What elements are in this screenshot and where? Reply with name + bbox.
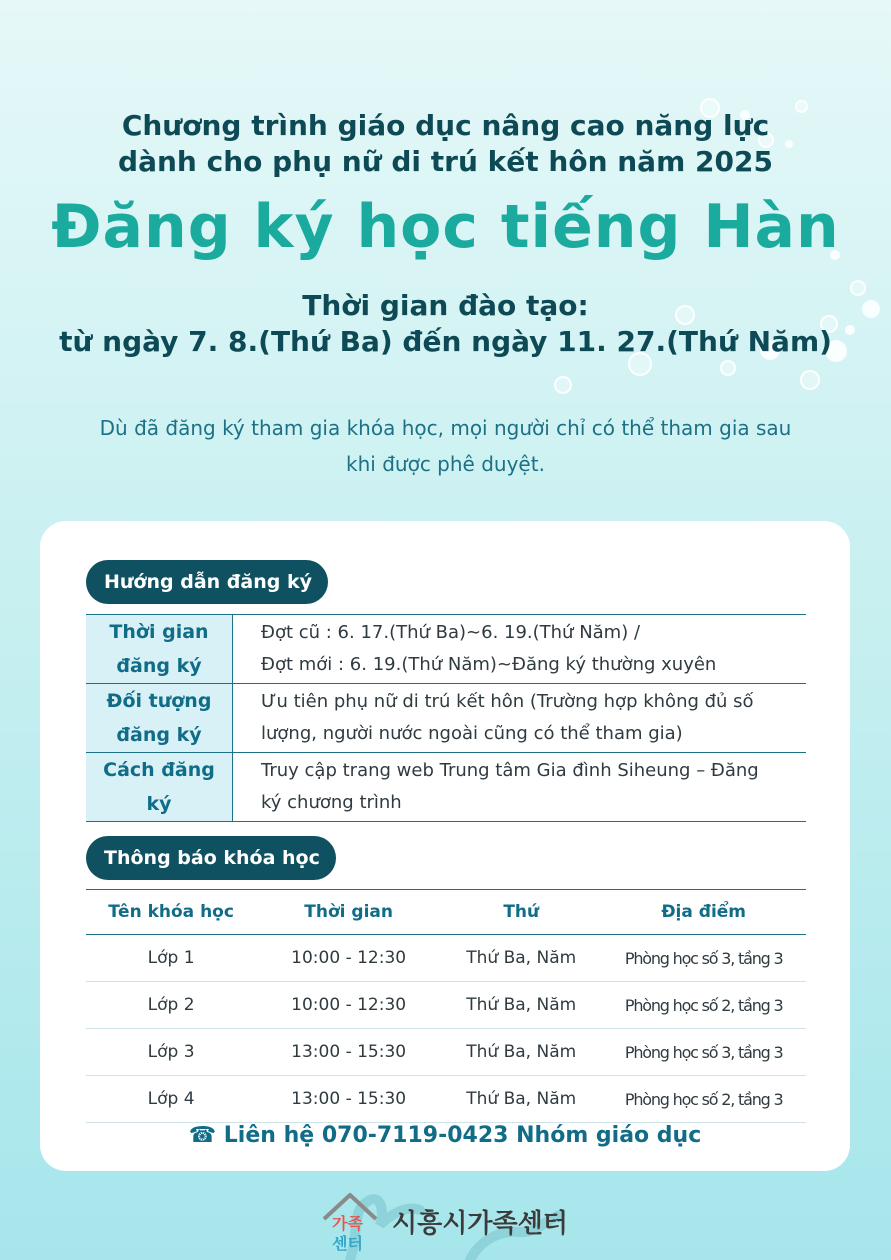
- info-card: [40, 521, 850, 1171]
- approval-notice: [60, 410, 831, 482]
- contact-info: ☎ Liên hệ 070-7119-0423 Nhóm giáo dục: [188, 1123, 702, 1148]
- label-line: Cách đăng: [103, 759, 215, 781]
- table-row: [86, 1076, 806, 1123]
- course-notice-heading: Thông báo khóa học: [86, 836, 336, 880]
- course-place: Phòng học số 3, tầng 3: [601, 1029, 806, 1076]
- course-place: Phòng học số 3, tầng 3: [601, 935, 806, 982]
- guide-row-value: [233, 753, 807, 822]
- course-name: Lớp 2: [86, 982, 256, 1029]
- course-day: Thứ Ba, Năm: [441, 1076, 601, 1123]
- subtitle-line-1: Chương trình giáo dục nâng cao năng lực: [121, 109, 770, 142]
- guide-row-value: [233, 615, 807, 684]
- guide-row-label: [86, 615, 233, 684]
- course-table: [86, 889, 806, 1123]
- column-header-day: Thứ: [441, 890, 601, 935]
- guide-row: [86, 753, 806, 822]
- guide-row-value: [233, 684, 807, 753]
- label-line: Thời gian: [109, 621, 209, 643]
- value-line: Ưu tiên phụ nữ di trú kết hôn (Trường hợp không đủ số: [261, 691, 754, 712]
- subtitle-line-2: dành cho phụ nữ di trú kết hôn năm 2025: [118, 145, 773, 178]
- course-time: 10:00 - 12:30: [256, 982, 441, 1029]
- guide-row-label: [86, 753, 233, 822]
- course-name: Lớp 4: [86, 1076, 256, 1123]
- table-row: [86, 935, 806, 982]
- registration-guide-heading: Hướng dẫn đăng ký: [86, 560, 328, 604]
- course-day: Thứ Ba, Năm: [441, 1029, 601, 1076]
- guide-row: [86, 684, 806, 753]
- logo-mark-text-top: 가족: [332, 1214, 363, 1233]
- notice-line-1: Dù đã đăng ký tham gia khóa học, mọi người chỉ có thể tham gia sau: [99, 416, 792, 440]
- value-line: Đợt mới : 6. 19.(Thứ Năm)~Đăng ký thường xuyên: [261, 654, 717, 675]
- family-center-logo-icon: [318, 1189, 382, 1253]
- logo-mark-text-bottom: 센터: [332, 1234, 363, 1253]
- guide-row-label: [86, 684, 233, 753]
- course-place: Phòng học số 2, tầng 3: [601, 1076, 806, 1123]
- label-line: đăng ký: [116, 724, 202, 746]
- course-day: Thứ Ba, Năm: [441, 935, 601, 982]
- org-name: 시흥시가족센터: [392, 1209, 568, 1239]
- value-line: lượng, người nước ngoài cũng có thể tham gia): [261, 723, 683, 744]
- page-title: Đăng ký học tiếng Hàn: [51, 192, 840, 262]
- table-row: [86, 1029, 806, 1076]
- course-name: Lớp 3: [86, 1029, 256, 1076]
- value-line: ký chương trình: [261, 792, 402, 813]
- period-label: Thời gian đào tạo:: [302, 289, 589, 322]
- label-line: Đối tượng: [106, 690, 212, 712]
- table-row: [86, 982, 806, 1029]
- registration-guide-table: [86, 614, 806, 822]
- course-table-header: [86, 890, 806, 935]
- label-line: đăng ký: [116, 655, 202, 677]
- column-header-time: Thời gian: [256, 890, 441, 935]
- course-time: 10:00 - 12:30: [256, 935, 441, 982]
- footer-logo: [310, 1185, 600, 1255]
- course-place: Phòng học số 2, tầng 3: [601, 982, 806, 1029]
- course-time: 13:00 - 15:30: [256, 1076, 441, 1123]
- label-line: ký: [146, 793, 172, 815]
- training-period: [0, 288, 891, 360]
- program-subtitle: [0, 108, 891, 180]
- column-header-place: Địa điểm: [601, 890, 806, 935]
- value-line: Truy cập trang web Trung tâm Gia đình Siheung – Đăng: [261, 760, 759, 781]
- period-dates: từ ngày 7. 8.(Thứ Ba) đến ngày 11. 27.(Thứ Năm): [59, 325, 832, 358]
- notice-line-2: khi được phê duyệt.: [346, 452, 545, 476]
- course-time: 13:00 - 15:30: [256, 1029, 441, 1076]
- column-header-name: Tên khóa học: [86, 890, 256, 935]
- guide-row: [86, 615, 806, 684]
- course-day: Thứ Ba, Năm: [441, 982, 601, 1029]
- value-line: Đợt cũ : 6. 17.(Thứ Ba)~6. 19.(Thứ Năm) /: [261, 622, 641, 643]
- course-name: Lớp 1: [86, 935, 256, 982]
